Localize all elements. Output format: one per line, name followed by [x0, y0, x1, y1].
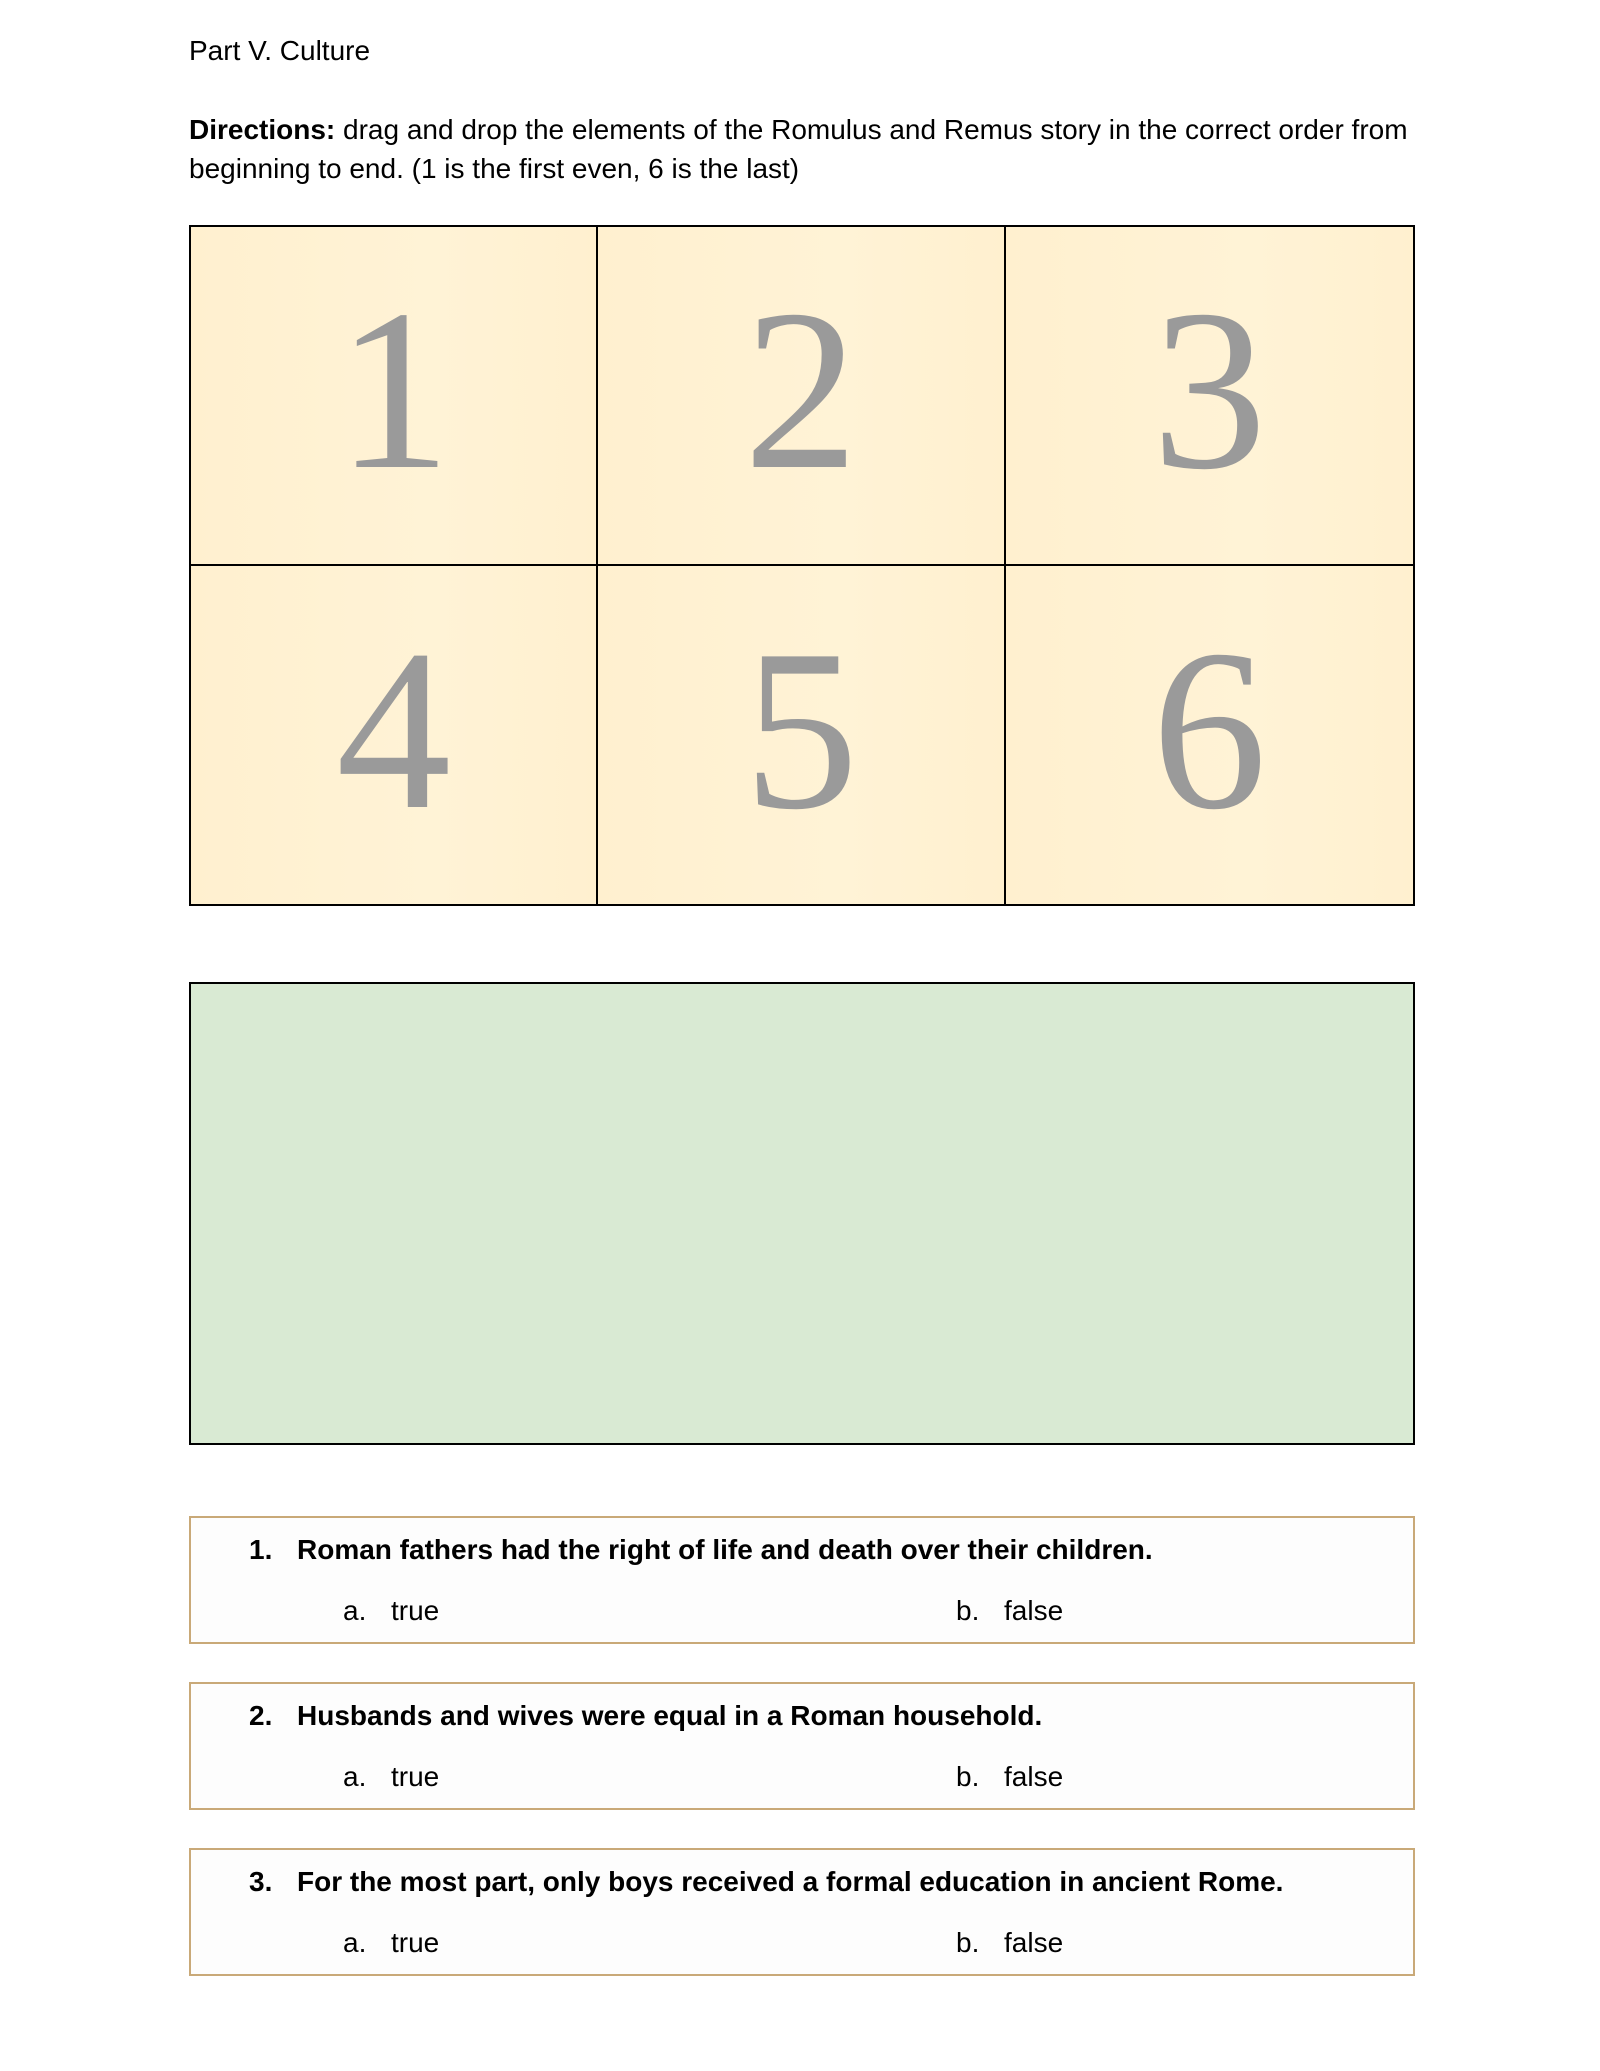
order-slot-2[interactable]	[598, 227, 1005, 566]
question-3	[189, 1848, 1415, 1976]
option-label: false	[1004, 1761, 1064, 1792]
question-prompt: Husbands and wives were equal in a Roman household.	[297, 1700, 1043, 1731]
question-divider	[191, 1744, 203, 1746]
order-slot-1[interactable]	[191, 227, 598, 566]
option-true[interactable]	[343, 1759, 439, 1795]
order-slot-number: 2	[743, 262, 859, 518]
option-false[interactable]	[956, 1925, 1063, 1961]
story-order-grid	[189, 225, 1415, 906]
question-prompt: Roman fathers had the right of life and death over their children.	[297, 1534, 1153, 1565]
question-prompt: For the most part, only boys received a formal education in ancient Rome.	[297, 1866, 1284, 1897]
order-slot-5[interactable]	[598, 566, 1005, 905]
option-true[interactable]	[343, 1593, 439, 1629]
option-letter: a.	[343, 1761, 367, 1792]
option-letter: b.	[956, 1761, 980, 1792]
question-2	[189, 1682, 1415, 1810]
question-text	[249, 1864, 1283, 1900]
order-slot-4[interactable]	[191, 566, 598, 905]
directions-label: Directions:	[189, 114, 336, 145]
story-elements-area[interactable]	[189, 982, 1415, 1445]
directions-text: drag and drop the elements of the Romulus and Remus story in the correct order from beginning to end. (1 is the first even, 6 is the last)	[189, 114, 1408, 184]
order-slot-number: 4	[336, 601, 452, 857]
option-label: true	[391, 1595, 440, 1626]
question-number: 2.	[249, 1700, 273, 1731]
option-letter: a.	[343, 1927, 367, 1958]
order-slot-number: 3	[1151, 262, 1267, 518]
question-1	[189, 1516, 1415, 1644]
order-slot-number: 1	[336, 262, 452, 518]
option-false[interactable]	[956, 1759, 1063, 1795]
question-number: 1.	[249, 1534, 273, 1565]
question-text	[249, 1698, 1042, 1734]
option-label: true	[391, 1927, 440, 1958]
option-false[interactable]	[956, 1593, 1063, 1629]
option-label: true	[391, 1761, 440, 1792]
order-slot-number: 6	[1151, 601, 1267, 857]
question-divider	[191, 1910, 203, 1912]
part-title: Part V. Culture	[189, 35, 371, 66]
question-divider	[191, 1578, 203, 1580]
option-label: false	[1004, 1595, 1064, 1626]
option-true[interactable]	[343, 1925, 439, 1961]
option-letter: a.	[343, 1595, 367, 1626]
order-slot-number: 5	[743, 601, 859, 857]
question-text	[249, 1532, 1153, 1568]
option-letter: b.	[956, 1927, 980, 1958]
order-slot-6[interactable]	[1006, 566, 1413, 905]
option-letter: b.	[956, 1595, 980, 1626]
question-number: 3.	[249, 1866, 273, 1897]
order-slot-3[interactable]	[1006, 227, 1413, 566]
directions	[189, 110, 1429, 188]
option-label: false	[1004, 1927, 1064, 1958]
